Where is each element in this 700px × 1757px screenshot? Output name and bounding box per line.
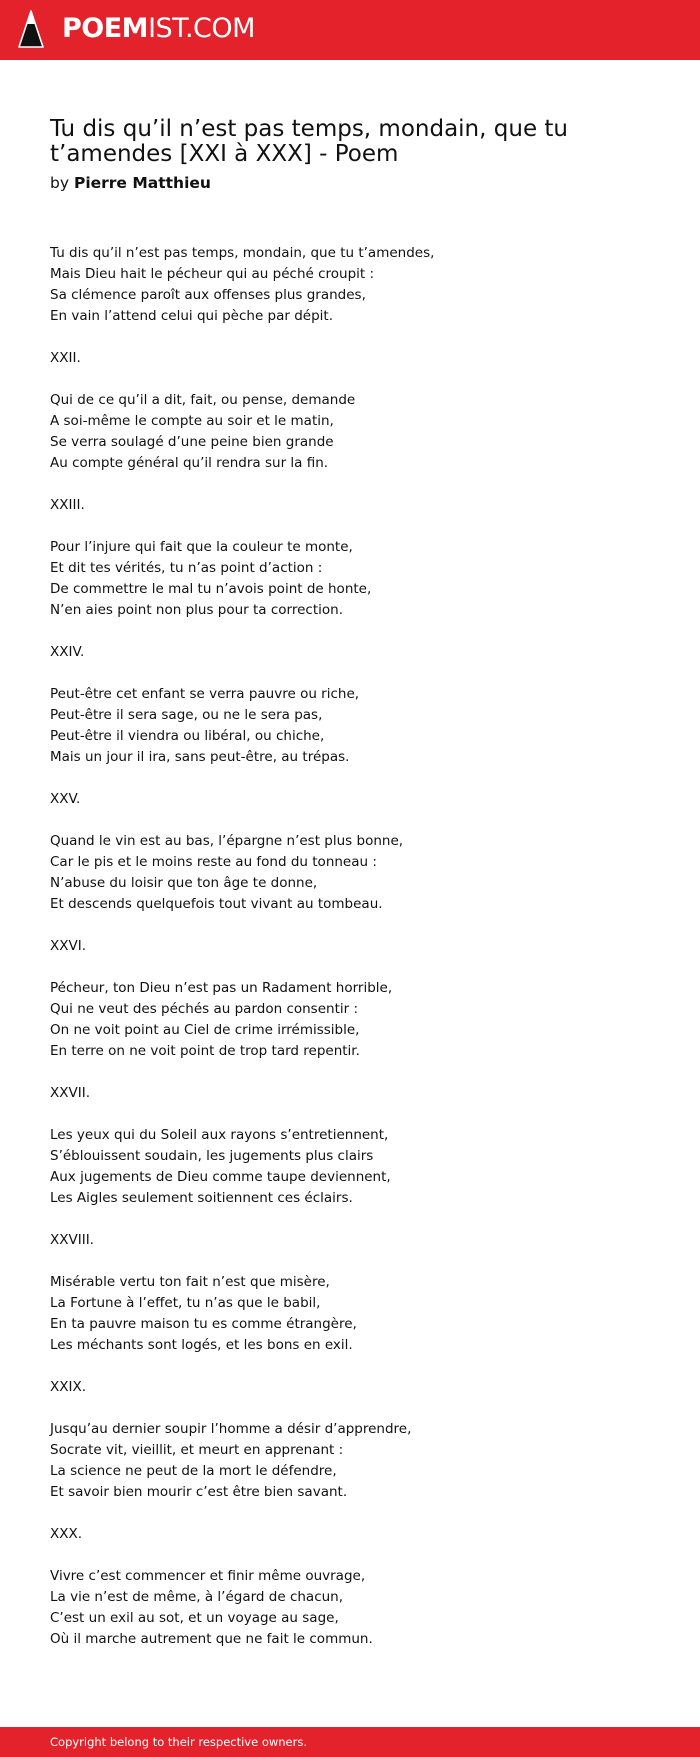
poem-line: Et savoir bien mourir c’est être bien savant.	[50, 1484, 348, 1500]
poem-line: Les méchants sont logés, et les bons en exil.	[50, 1337, 353, 1353]
brand-bold-text: POEM	[62, 13, 149, 44]
poem-stanza	[50, 831, 650, 915]
poem-stanza	[50, 1566, 650, 1650]
poem-author: Pierre Matthieu	[73, 174, 211, 192]
poem-line: En vain l’attend celui qui pèche par dépit.	[50, 308, 334, 324]
poem-line: Mais un jour il ira, sans peut-être, au trépas.	[50, 749, 350, 765]
poem-line: A soi-même le compte au soir et le matin,	[50, 413, 334, 429]
poem-stanza	[50, 390, 650, 474]
poem-line: Vivre c’est commencer et finir même ouvrage,	[50, 1568, 366, 1584]
site-logo-text[interactable]	[62, 11, 255, 47]
poem-line: Car le pis et le moins reste au fond du tonneau :	[50, 854, 377, 870]
poem-line: Jusqu’au dernier soupir l’homme a désir d’apprendre,	[50, 1421, 412, 1437]
poem-stanza	[50, 978, 650, 1062]
stanza-numeral: XXVI.	[50, 938, 87, 954]
site-footer	[0, 1727, 700, 1757]
pencil-tip-icon[interactable]	[18, 10, 44, 50]
poem-line: Se verra soulagé d’une peine bien grande	[50, 434, 334, 450]
poem-line: La Fortune à l’effet, tu n’as que le babil,	[50, 1295, 321, 1311]
stanza-numeral: XXX.	[50, 1526, 83, 1542]
poem-stanza	[50, 1272, 650, 1356]
poem-line: Et dit tes vérités, tu n’as point d’action :	[50, 560, 323, 576]
poem-line: Sa clémence paroît aux offenses plus grandes,	[50, 287, 366, 303]
poem-line: Les yeux qui du Soleil aux rayons s’entretiennent,	[50, 1127, 389, 1143]
poem-line: Pécheur, ton Dieu n’est pas un Radament horrible,	[50, 980, 393, 996]
poem-line: En ta pauvre maison tu es comme étrangère,	[50, 1316, 357, 1332]
stanza-numeral: XXII.	[50, 350, 81, 366]
poem-line: S’éblouissent soudain, les jugements plus clairs	[50, 1148, 374, 1164]
poem-line: Peut-être il sera sage, ou ne le sera pas,	[50, 707, 323, 723]
poem-line: N’abuse du loisir que ton âge te donne,	[50, 875, 318, 891]
poem-stanza	[50, 684, 650, 768]
poem-line: Qui de ce qu’il a dit, fait, ou pense, demande	[50, 392, 356, 408]
stanza-numeral: XXIV.	[50, 644, 85, 660]
site-header	[0, 0, 700, 60]
poem-line: On ne voit point au Ciel de crime irrémissible,	[50, 1022, 360, 1038]
byline-prefix: by	[50, 174, 70, 192]
poem-line: Aux jugements de Dieu comme taupe deviennent,	[50, 1169, 391, 1185]
stanza-numeral: XXVII.	[50, 1085, 90, 1101]
poem-title: Tu dis qu’il n’est pas temps, mondain, que tu t’amendes [XXI à XXX] - Poem	[50, 116, 568, 167]
poem-stanza	[50, 1125, 650, 1209]
stanza-numeral: XXIII.	[50, 497, 85, 513]
poem-line: Misérable vertu ton fait n’est que misère,	[50, 1274, 330, 1290]
poem-stanza	[50, 243, 650, 327]
poem-line: Les Aigles seulement soitiennent ces éclairs.	[50, 1190, 353, 1206]
poem-byline	[50, 173, 211, 193]
poem-line: Où il marche autrement que ne fait le commun.	[50, 1631, 373, 1647]
poem-body	[50, 243, 650, 1671]
poem-line: En terre on ne voit point de trop tard repentir.	[50, 1043, 360, 1059]
poem-line: Et descends quelquefois tout vivant au tombeau.	[50, 896, 383, 912]
poem-line: Mais Dieu hait le pécheur qui au péché croupit :	[50, 266, 375, 282]
copyright-text: Copyright belong to their respective owners.	[50, 1735, 308, 1749]
poem-stanza	[50, 537, 650, 621]
poem-line: Pour l’injure qui fait que la couleur te monte,	[50, 539, 353, 555]
poem-line: Au compte général qu’il rendra sur la fin.	[50, 455, 329, 471]
poem-line: La vie n’est de même, à l’égard de chacun,	[50, 1589, 344, 1605]
poem-line: N’en aies point non plus pour ta correction.	[50, 602, 343, 618]
poem-line: Tu dis qu’il n’est pas temps, mondain, que tu t’amendes,	[50, 245, 435, 261]
poem-line: Peut-être il viendra ou libéral, ou chiche,	[50, 728, 325, 744]
poem-line: La science ne peut de la mort le défendre,	[50, 1463, 337, 1479]
stanza-numeral: XXIX.	[50, 1379, 87, 1395]
brand-light-text: IST.COM	[148, 13, 255, 44]
stanza-numeral: XXVIII.	[50, 1232, 94, 1248]
poem-line: De commettre le mal tu n’avois point de honte,	[50, 581, 372, 597]
poem-line: Peut-être cet enfant se verra pauvre ou riche,	[50, 686, 360, 702]
poem-stanza	[50, 1419, 650, 1503]
poem-line: Socrate vit, vieillit, et meurt en apprenant :	[50, 1442, 344, 1458]
poem-line: C’est un exil au sot, et un voyage au sage,	[50, 1610, 339, 1626]
poem-line: Qui ne veut des péchés au pardon consentir :	[50, 1001, 359, 1017]
stanza-numeral: XXV.	[50, 791, 81, 807]
poem-line: Quand le vin est au bas, l’épargne n’est plus bonne,	[50, 833, 404, 849]
